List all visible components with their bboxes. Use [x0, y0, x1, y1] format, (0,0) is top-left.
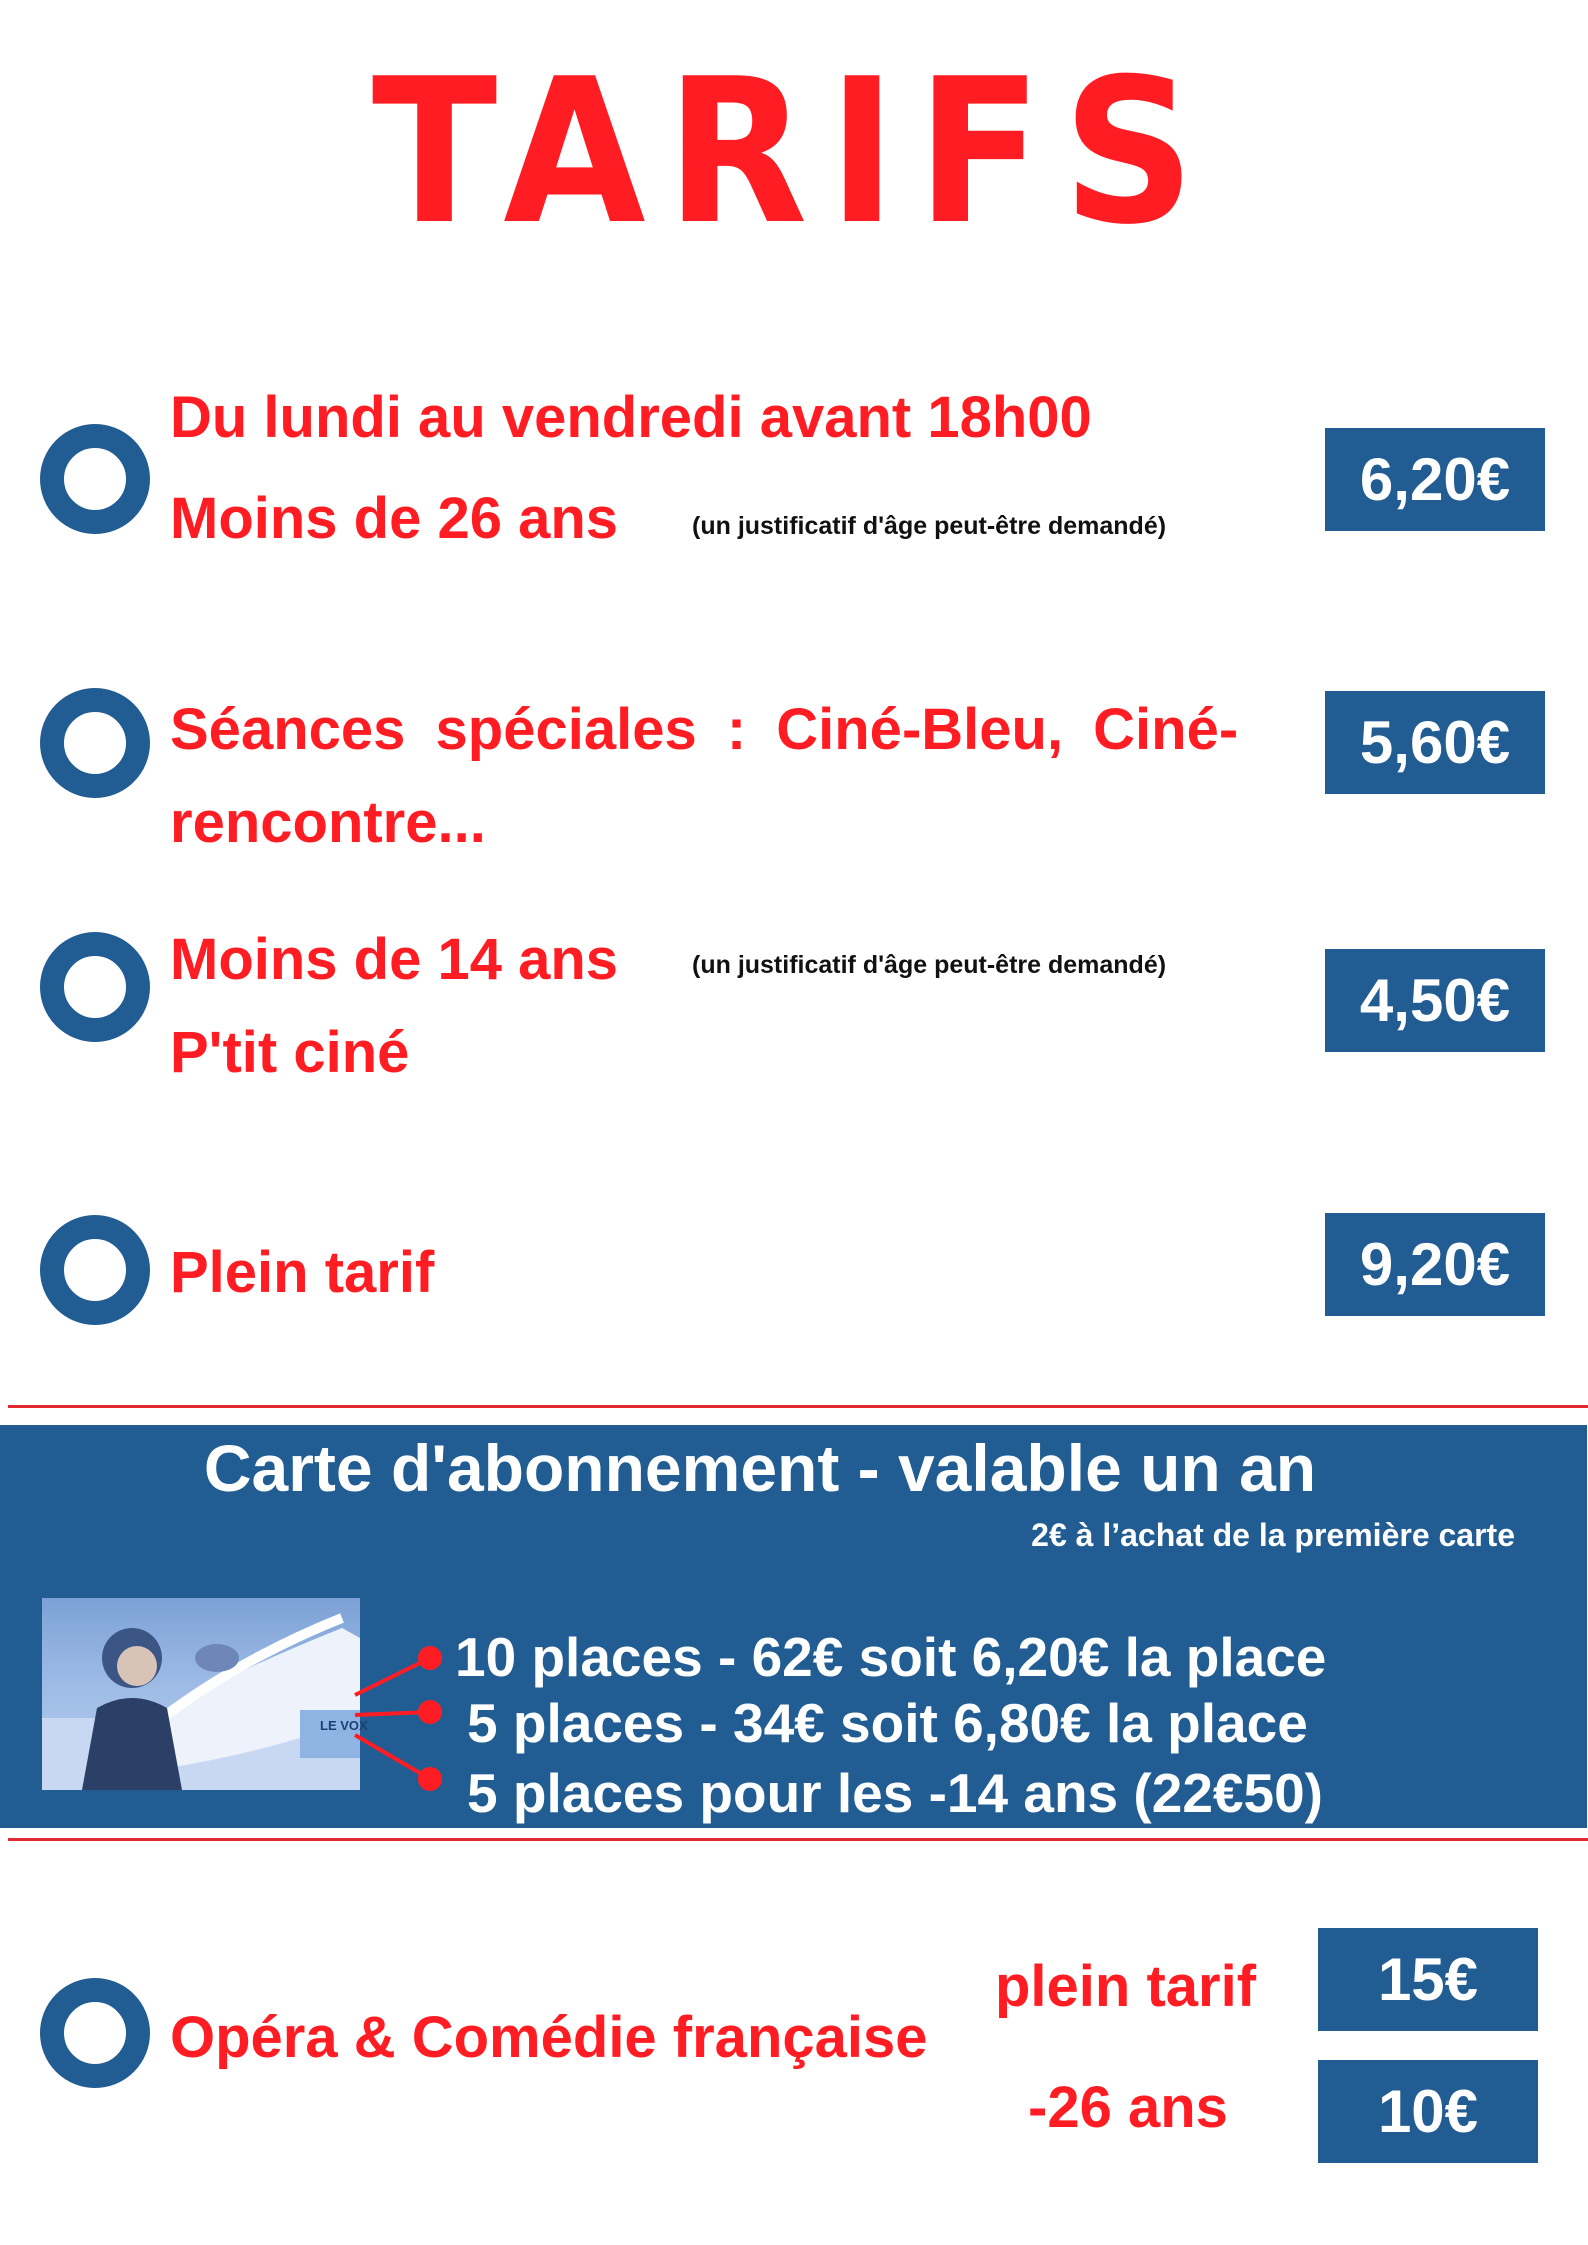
- row-2-line-1: Séances spéciales : Ciné-Bleu, Ciné-: [170, 697, 1239, 762]
- opera-option-2-label: -26 ans: [1028, 2075, 1228, 2140]
- row-3-note: (un justificatif d'âge peut-être demandé): [692, 951, 1167, 979]
- row-1-price: 6,20€: [1325, 428, 1545, 531]
- row-3-line-2: P'tit ciné: [170, 1020, 410, 1085]
- circle-bullet-icon: [40, 1978, 150, 2088]
- circle-bullet-icon: [40, 688, 150, 798]
- subscription-item-3: 5 places pour les -14 ans (22€50): [467, 1762, 1323, 1824]
- row-1-line-2: Moins de 26 ans: [170, 486, 619, 551]
- subscription-item-2: 5 places - 34€ soit 6,80€ la place: [467, 1692, 1308, 1754]
- row-4-price: 9,20€: [1325, 1213, 1545, 1316]
- divider-bottom: [8, 1838, 1588, 1841]
- subscription-card-image: [42, 1598, 368, 1790]
- opera-option-2-price: 10€: [1318, 2060, 1538, 2163]
- bullet-dot: [418, 1700, 442, 1724]
- subscription-title: Carte d'abonnement - valable un an: [203, 1431, 1317, 1505]
- row-1-note: (un justificatif d'âge peut-être demandé): [692, 512, 1167, 540]
- bullet-dot: [418, 1767, 442, 1791]
- opera-option-1-price: 15€: [1318, 1928, 1538, 2031]
- subscription-item-1: 10 places - 62€ soit 6,20€ la place: [455, 1626, 1327, 1688]
- opera-label: Opéra & Comédie française: [170, 2005, 928, 2070]
- circle-bullet-icon: [40, 932, 150, 1042]
- card-logo: LE VOX: [320, 1718, 368, 1733]
- opera-option-1-label: plein tarif: [995, 1954, 1257, 2019]
- circle-bullet-icon: [40, 1215, 150, 1325]
- row-1-line-1: Du lundi au vendredi avant 18h00: [170, 385, 1092, 450]
- row-3-line-1: Moins de 14 ans: [170, 927, 619, 992]
- divider-top: [8, 1405, 1588, 1408]
- subscription-subtitle: 2€ à l’achat de la première carte: [1031, 1517, 1515, 1553]
- bullet-dot: [418, 1646, 442, 1670]
- row-3-price: 4,50€: [1325, 949, 1545, 1052]
- row-4-line-1: Plein tarif: [170, 1240, 435, 1305]
- row-2-price: 5,60€: [1325, 691, 1545, 794]
- circle-bullet-icon: [40, 424, 150, 534]
- connector-lines: [355, 1640, 465, 1790]
- page-title: TARIFS: [371, 36, 1216, 269]
- row-2-line-2: rencontre...: [170, 790, 486, 855]
- card-illustration: [42, 1598, 360, 1790]
